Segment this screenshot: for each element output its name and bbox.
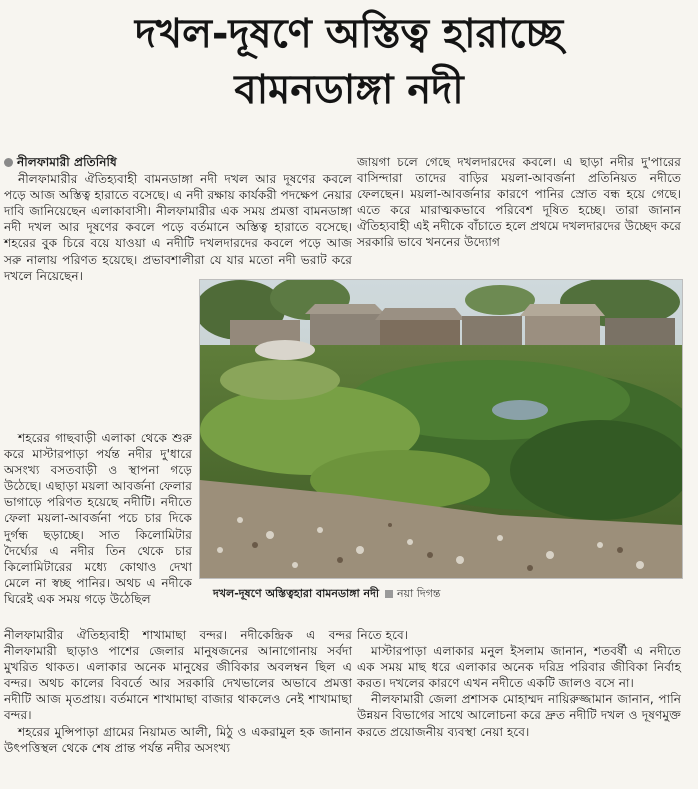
river-photo [199, 279, 683, 579]
article-bottom-right-column [357, 627, 681, 740]
paragraph: জায়গা চলে গেছে দখলদারদের কবলে। এ ছাড়া নদীর দু'পারের বাসিন্দারা তাদের বাড়ির ময়লা-আবর্জনা প্রতিনিয়ত নদীতে ফেলছেন। ময়লা-আবর্জনার কারণে পানির স্রোত বন্ধ হয়ে গেছে। এতে করে মারাত্মকভাবে পরিবেশ দূষিত হচ্ছে। তারা জানান ঐতিহ্যবাহী এই নদীকে বাঁচাতে হলে প্রথমে দখলদারদের উচ্ছেদ করে সরকারি ভাবে খননের উদ্যোগ [357, 155, 681, 250]
bullet-icon [4, 158, 13, 167]
paragraph: শহরের গাছবাড়ী এলাকা থেকে শুরু করে মাস্টারপাড়া পর্যন্ত নদীর দু'ধারে অসংখ্য বসতবাড়ী ও স্থাপনা গড়ে উঠেছে। এছাড়া ময়লা আবর্জনা ফেলার ভাগাড়ে পরিণত হয়েছে নদীটি। নদীতে ফেলা ময়লা-আবর্জনা পচে চার দিকে দুর্গন্ধ ছড়াচ্ছে। সাত কিলোমিটার দৈর্ঘ্যের এ নদীর তিন থেকে চার কিলোমিটারের মধ্যে কোথাও দেখা মেলে না স্বচ্ছ পানির। অথচ এ নদীকে ঘিরেই এক সময় গড়ে উঠেছিল [4, 431, 192, 606]
headline-line-1: দখল-দূষণে অস্তিত্ব হারাচ্ছে [134, 11, 564, 57]
paragraph: নিতে হবে। [357, 628, 409, 642]
byline [4, 154, 352, 170]
paragraph: মাস্টারপাড়া এলাকার মনুল ইসলাম জানান, শতবর্ষী এ নদীতে এক সময় মাছ ধরে এলাকার অনেক দরিদ্র পরিবার জীবিকা নির্বাহ করত। দখলের কারণে এখন নদীতে একটি জালও বসে না। [357, 644, 681, 691]
article-right-column [357, 154, 681, 251]
photo-credit: নয়া দিগন্ত [397, 587, 441, 600]
photo-caption [213, 585, 441, 604]
paragraph: নীলফামারীর ঐতিহ্যবাহী শাখামাছা বন্দর। নদীকেন্দ্রিক এ বন্দর নীলফামারী ছাড়াও পাশের জেলার মানুষজনের আনাগোনায় সর্বদা মুখরিত থাকত। এলাকার অনেক মানুষের জীবিকার অবলম্বন ছিল এ বন্দর। অথচ কালের বিবর্তে আর সরকারি দেখভালের অভাবে প্রমত্তা নদীটি আজ মৃতপ্রায়। বর্তমানে শাখামাছা বাজার থাকলেও নেই শাখামাছা বন্দর। [4, 628, 352, 723]
paragraph: নীলফামারী জেলা প্রশাসক মোহাম্মদ নায়িরুজ্জামান জানান, পানি উন্নয়ন বিভাগের সাথে আলোচনা করে দ্রুত নদীটি দখল ও দূষণমুক্ত করতে প্রয়োজনীয় ব্যবস্থা নেয়া হবে। [357, 692, 681, 739]
paragraph: নীলফামারীর ঐতিহ্যবাহী বামনডাঙ্গা নদী দখল আর দূষণের কবলে পড়ে আজ অস্তিত্ব হারাতে বসেছে। এ নদী রক্ষায় কার্যকরী পদক্ষেপ নেয়ার দাবি জানিয়েছেন এলাকাবাসী। নীলফামারীর এক সময় প্রমত্তা বামনডাঙ্গা নদী দখল আর দূষণের কবলে পড়ে বর্তমানে অস্তিত্ব হারাতে বসেছে। শহরের বুক চিরে বয়ে যাওয়া এ নদীটি দখলদারদের কবলে পড়ে আজ সরু নালায় পরিণত হয়েছে। প্রভাবশালীরা যে যার মতো নদী ভরাট করে দখলে নিয়েছেন। [4, 172, 352, 283]
headline [0, 6, 698, 118]
article-bottom-left-column [4, 627, 352, 756]
byline-text: নীলফামারী প্রতিনিধি [17, 155, 117, 169]
caption-text: দখল-দূষণে অস্তিত্বহারা বামনডাঙ্গা নদী [213, 587, 380, 600]
headline-line-2: বামনডাঙ্গা নদী [234, 67, 464, 113]
article-left-column [4, 430, 192, 607]
article-intro-column [4, 154, 352, 284]
paragraph: শহরের মুন্সিপাড়া গ্রামের নিয়ামত আলী, মিঠু ও একরামুল হক জানান উৎপত্তিস্থল থেকে শেষ প্রান্ত পর্যন্ত নদীর অসংখ্য [4, 724, 352, 755]
square-icon [385, 590, 393, 598]
